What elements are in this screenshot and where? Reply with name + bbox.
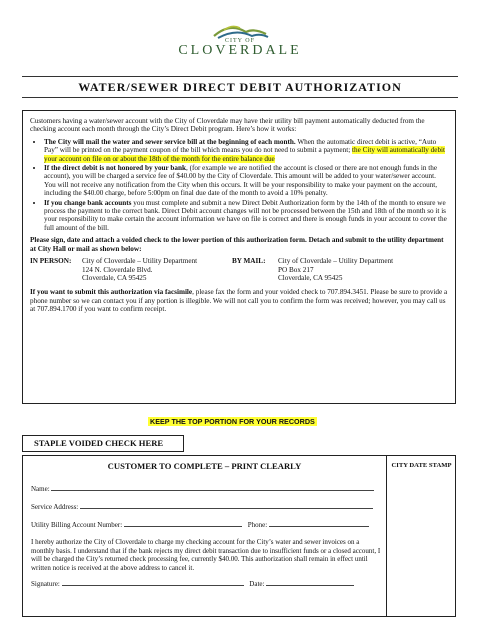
bullet-bold: The City will mail the water and sewer service bill at the beginning of each month. [44,137,296,146]
customer-form [22,455,456,617]
form-divider [386,456,387,616]
fax-instructions: If you want to submit this authorization via facsimile, please fax the form and your voided check to 707.894.3451. Please be sure to provide a phone number so we can contact you if any portion is illegible. We will not call you to confirm the form was received; however, you may call us at 707.894.1700 if you want to confirm receipt. [30,288,448,314]
name-label: Name: [31,485,50,493]
form-heading: CUSTOMER TO COMPLETE – PRINT CLEARLY [107,461,302,471]
address-block [30,257,448,282]
title-rule-top [22,76,458,77]
bullet-item [44,138,448,163]
bullet-text: When the automatic direct debit is active, “Auto Pay” will be printed on the payment coupon of the bill which means you do not need to submit a payment; [44,137,437,155]
service-address-input-line[interactable] [80,502,373,509]
account-number-field[interactable] [31,520,369,529]
address-line: 124 N. Cloverdale Blvd. [82,265,153,274]
bullet-text: , (for example we are notified the account is closed or there are not enough funds in the account), you will be charged a service fee of $40.00 by the City of Cloverdale. This amount will be added to your water/sewer account. You will not receive any notification from the City when this occurs. It will be your responsibility to make your payment on the account, including the $40.00 charge, before 5:00pm on final due date of the month to avoid a 10% penalty. [44,164,438,198]
bullet-text: you must complete and submit a new Direct Debit Authorization form by the 14th of the month to ensure we process the payment to the correct bank. Direct Debit account changes will not be processed between the 15th and 18th of the month so it is your responsibility to make certain the account information we have on file is correct and there is enough funds in your account to cover the full amount of the bill. [44,198,447,232]
name-field[interactable] [31,484,374,493]
account-number-input-line[interactable] [124,520,242,527]
address-line: City of Cloverdale – Utility Department [278,257,394,266]
hills-icon [210,20,270,40]
address-line: City of Cloverdale – Utility Department [82,257,198,266]
address-line: Cloverdale, CA 95425 [278,273,343,282]
address-line: Cloverdale, CA 95425 [82,273,147,282]
staple-check-box: STAPLE VOIDED CHECK HERE [22,435,184,452]
intro-text: Customers having a water/sewer account with the City of Cloverdale may have their utility bill payment automatically deducted from the checking account each month through the City’s Direct Debit program. Here’s how it works: [30,117,425,134]
phone-input-line[interactable] [269,520,369,527]
bullet-bold: If you change bank accounts [44,198,132,207]
service-address-field[interactable] [31,502,373,511]
bullet-list [30,138,448,232]
city-logo [170,20,310,68]
date-label: Date: [249,580,265,588]
submit-instructions: Please sign, date and attach a voided check to the lower portion of this authorization form. Detach and submit to the utility department at City Hall or mail as shown below: [30,236,444,253]
in-person-address [30,257,232,282]
date-input-line[interactable] [266,579,354,586]
name-input-line[interactable] [51,484,374,491]
in-person-label: IN PERSON: [30,257,72,266]
account-number-label: Utility Billing Account Number: [31,521,123,529]
bullet-item [44,164,448,198]
signature-field[interactable] [31,579,354,588]
instructions-box [22,110,456,404]
by-mail-label: BY MAIL: [232,257,266,266]
signature-label: Signature: [31,580,60,588]
by-mail-address [232,257,428,282]
logo-name: CLOVERDALE [178,43,302,58]
bullet-item [44,199,448,233]
address-line: PO Box 217 [278,265,314,274]
service-address-label: Service Address: [31,503,79,511]
title-rule-bottom [22,97,458,98]
bullet-highlight: the City will automatically debit your account on file on or about the 18th of the month for the entire balance due [44,146,446,163]
phone-label: Phone: [247,521,268,529]
signature-input-line[interactable] [62,579,244,586]
city-date-stamp: CITY DATE STAMP [391,462,452,469]
keep-top-notice: KEEP THE TOP PORTION FOR YOUR RECORDS [150,417,315,426]
authorization-text: I hereby authorize the City of Cloverdale to charge my checking account for the City’s water and sewer invoices on a monthly basis. I understand that if the bank rejects my direct debit transaction due to insufficient funds or a closed account, I will be charged the City’s returned check processing fee, currently $40.00. This authorization shall remain in effect until written notice is received at the above address to cancel it. [31,538,381,572]
bullet-bold: If the direct debit is not honored by your bank [44,164,186,173]
logo-city-of: CITY OF [225,38,255,44]
page-title: WATER/SEWER DIRECT DEBIT AUTHORIZATION [78,80,402,94]
